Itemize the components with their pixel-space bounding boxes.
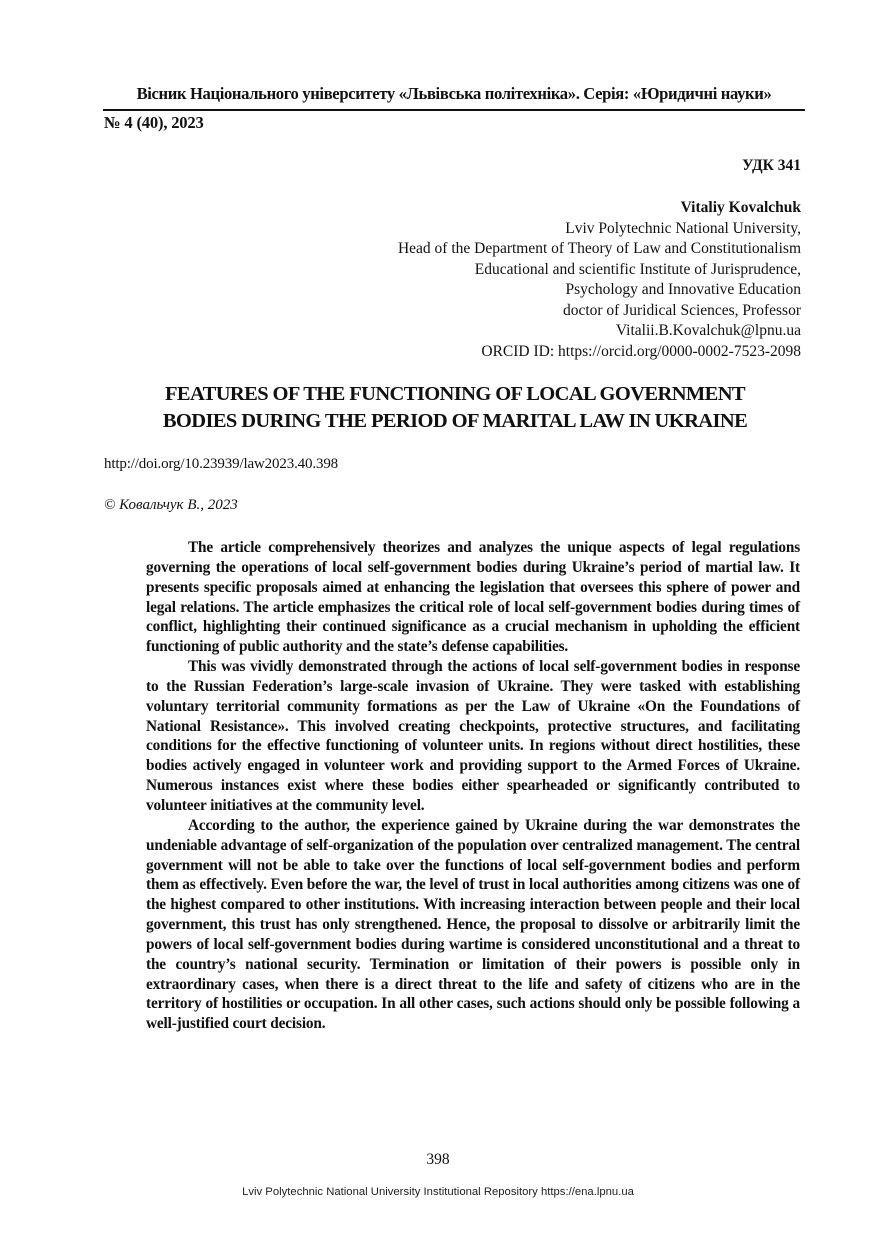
affiliation-line: Psychology and Innovative Education — [565, 281, 801, 298]
affiliation-line: doctor of Juridical Sciences, Professor — [562, 301, 801, 319]
copyright-notice: © Ковальчук В., 2023 — [104, 497, 238, 513]
affiliation-line: Educational and scientific Institute of Jurisprudence, — [474, 260, 801, 278]
page-number: 398 — [426, 1151, 450, 1168]
udc-code: УДК 341 — [742, 157, 801, 174]
title-line-2: BODIES DURING THE PERIOD OF MARITAL LAW IN UKRAINE — [162, 409, 748, 432]
author-orcid[interactable]: ORCID ID: https://orcid.org/0000-0002-7523-2098 — [481, 342, 801, 360]
article-title — [100, 381, 810, 434]
journal-header: Вісник Національного університету «Львівська політехніка». Серія: «Юридичні науки» — [136, 84, 772, 103]
affiliation-line: Head of the Department of Theory of Law and Constitutionalism — [397, 240, 801, 257]
author-name: Vitaliy Kovalchuk — [680, 199, 801, 216]
abstract-paragraph: This was vividly demonstrated through the actions of local self-government bodies in response to the Russian Federation’s large-scale invasion of Ukraine. They were tasked with establishing voluntary territorial community formations as per the Law of Ukraine «On the Foundations of National Resistance». This involved creating checkpoints, protective structures, and facilitating conditions for the effective functioning of volunteer units. In regions without direct hostilities, these bodies actively engaged in volunteer work and providing support to the Armed Forces of Ukraine. Numerous instances exist where these bodies either spearheaded or significantly contributed to volunteer initiatives at the community level. — [146, 658, 800, 814]
issue-number: № 4 (40), 2023 — [104, 113, 204, 132]
title-line-1: FEATURES OF THE FUNCTIONING OF LOCAL GOVERNMENT — [164, 383, 746, 405]
repository-footer: Lviv Polytechnic National University Institutional Repository https://ena.lpnu.ua — [242, 1186, 634, 1198]
abstract-paragraph: The article comprehensively theorizes and analyzes the unique aspects of legal regulations governing the operations of local self-government bodies during Ukraine’s period of martial law. It presents specific proposals aimed at enhancing the legislation that oversees this sphere of power and legal relations. The article emphasizes the critical role of local self-government bodies during times of conflict, highlighting their continued significance as a crucial mechanism in upholding the efficient functioning of public authority and the state’s defense capabilities. — [146, 539, 800, 656]
author-block — [281, 198, 801, 362]
abstract — [146, 538, 800, 1034]
doi-link[interactable]: http://doi.org/10.23939/law2023.40.398 — [104, 456, 339, 472]
header-rule — [103, 109, 805, 111]
abstract-paragraph: According to the author, the experience gained by Ukraine during the war demonstrates the undeniable advantage of self-organization of the population over centralized management. The central government will not be able to take over the functions of local self-government bodies and perform them as effectively. Even before the war, the level of trust in local authorities among citizens was one of the highest compared to other institutions. With increasing interaction between people and their local government, this trust has only strengthened. Hence, the proposal to dissolve or arbitrarily limit the powers of local self-government bodies during wartime is considered unconstitutional and a threat to the country’s national security. Termination or limitation of their powers is possible only in extraordinary cases, when there is a direct threat to the life and safety of citizens who are in the territory of hostilities or occupation. In all other cases, such actions should only be possible following a well-justified court decision. — [146, 816, 800, 1033]
author-email[interactable]: Vitalii.B.Kovalchuk@lpnu.ua — [615, 322, 801, 339]
affiliation-line: Lviv Polytechnic National University, — [565, 219, 801, 237]
